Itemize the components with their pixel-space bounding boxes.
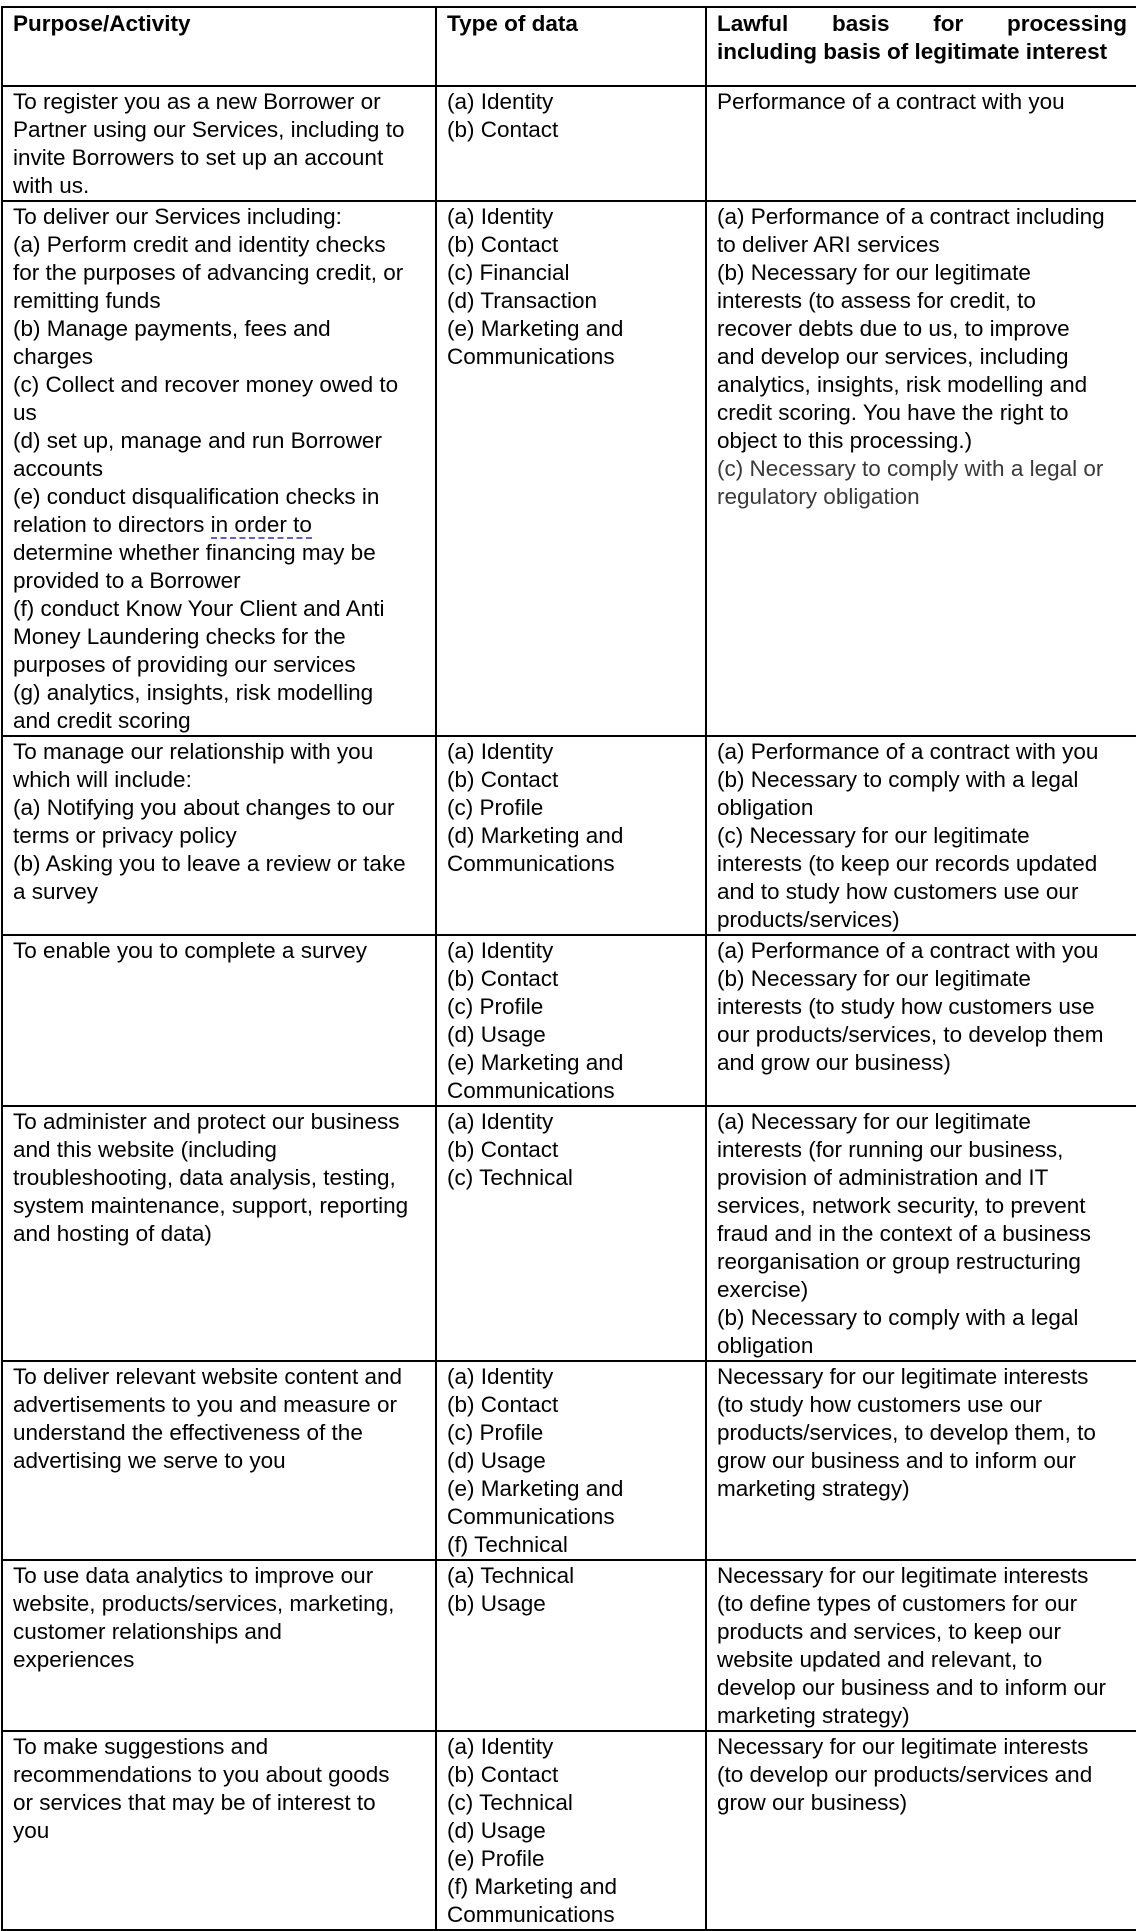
cell-line: Performance of a contract with you [717, 89, 1065, 114]
cell-line: (b) Contact [447, 1137, 559, 1162]
lawful-basis-cell [706, 736, 1136, 935]
cell-line: (c) Necessary for our legitimate [717, 823, 1030, 848]
cell-line: (b) Necessary for our legitimate [717, 966, 1031, 991]
cell-line: (d) set up, manage and run Borrower [13, 428, 382, 453]
cell-line: and this website (including [13, 1137, 277, 1162]
cell-line: To make suggestions and [13, 1734, 269, 1759]
type-of-data-cell [436, 1106, 706, 1361]
cell-line: marketing strategy) [717, 1476, 910, 1501]
header-type-of-data: Type of data [436, 7, 706, 86]
cell-line: and to study how customers use our [717, 879, 1079, 904]
lawful-basis-cell [706, 1361, 1136, 1560]
cell-line: (a) Identity [447, 1734, 554, 1759]
purpose-cell [2, 1106, 436, 1361]
type-of-data-cell [436, 736, 706, 935]
table-row [2, 1560, 1136, 1731]
cell-line: with us. [13, 173, 90, 198]
cell-line: (d) Usage [447, 1818, 546, 1843]
header-row [2, 7, 1136, 86]
cell-line: (a) Identity [447, 1109, 554, 1134]
cell-line: (e) Profile [447, 1846, 545, 1871]
cell-line: (f) Marketing and [447, 1874, 618, 1899]
lawful-basis-cell [706, 935, 1136, 1106]
cell-line: interests (to keep our records updated [717, 851, 1098, 876]
cell-line: (a) Identity [447, 739, 554, 764]
cell-line: To manage our relationship with you [13, 739, 374, 764]
cell-line: products/services) [717, 907, 900, 932]
cell-line: (g) analytics, insights, risk modelling [13, 680, 374, 705]
cell-line: (a) Performance of a contract with you [717, 938, 1099, 963]
cell-line: you [13, 1818, 50, 1843]
cell-line: remitting funds [13, 288, 161, 313]
cell-line: obligation [717, 1333, 814, 1358]
cell-line: (f) Technical [447, 1532, 568, 1557]
cell-line: interests (to study how customers use [717, 994, 1095, 1019]
header-purpose: Purpose/Activity [2, 7, 436, 86]
cell-line: To administer and protect our business [13, 1109, 400, 1134]
cell-line: (b) Necessary to comply with a legal [717, 767, 1079, 792]
cell-line: (b) Necessary for our legitimate [717, 260, 1031, 285]
cell-line: reorganisation or group restructuring [717, 1249, 1081, 1274]
cell-line: accounts [13, 456, 104, 481]
cell-line: (c) Profile [447, 795, 544, 820]
type-of-data-cell [436, 86, 706, 201]
cell-line: Communications [447, 1504, 615, 1529]
purpose-cell [2, 86, 436, 201]
cell-line: and grow our business) [717, 1050, 951, 1075]
cell-line: (a) Technical [447, 1563, 575, 1588]
cell-line: which will include: [13, 767, 192, 792]
purpose-cell [2, 736, 436, 935]
purpose-cell [2, 935, 436, 1106]
cell-line: To enable you to complete a survey [13, 938, 367, 963]
header-lawful-basis-line1: Lawful basis for processing [717, 11, 1127, 36]
cell-line: (e) Marketing and [447, 316, 624, 341]
cell-line: determine whether financing may be [13, 540, 376, 565]
table-row [2, 935, 1136, 1106]
table-row [2, 1106, 1136, 1361]
cell-line: exercise) [717, 1277, 809, 1302]
cell-line: To register you as a new Borrower or [13, 89, 381, 114]
table-body [2, 86, 1136, 1930]
cell-line: advertisements to you and measure or [13, 1392, 397, 1417]
cell-line: (b) Contact [447, 966, 559, 991]
cell-line: credit scoring. You have the right to [717, 400, 1069, 425]
cell-line: (d) Transaction [447, 288, 598, 313]
cell-line: recommendations to you about goods [13, 1762, 390, 1787]
cell-line: (b) Contact [447, 232, 559, 257]
cell-line: website updated and relevant, to [717, 1647, 1043, 1672]
header-lawful-basis [706, 7, 1136, 86]
type-of-data-cell [436, 1731, 706, 1930]
cell-line: Communications [447, 344, 615, 369]
type-of-data-cell [436, 935, 706, 1106]
cell-line: (c) Collect and recover money owed to [13, 372, 399, 397]
lawful-basis-cell [706, 86, 1136, 201]
cell-line: (d) Marketing and [447, 823, 624, 848]
cell-line: (c) Technical [447, 1165, 573, 1190]
cell-line: terms or privacy policy [13, 823, 237, 848]
purpose-cell [2, 1731, 436, 1930]
cell-line: advertising we serve to you [13, 1448, 286, 1473]
cell-line: us [13, 400, 37, 425]
cell-line: (c) Profile [447, 994, 544, 1019]
cell-line: regulatory obligation [717, 484, 920, 509]
cell-line: purposes of providing our services [13, 652, 356, 677]
cell-line: (to develop our products/services and [717, 1762, 1093, 1787]
lawful-basis-cell [706, 201, 1136, 736]
table-row [2, 1731, 1136, 1930]
cell-line: Money Laundering checks for the [13, 624, 346, 649]
cell-line: interests (for running our business, [717, 1137, 1064, 1162]
cell-line: (c) Financial [447, 260, 570, 285]
purpose-cell [2, 201, 436, 736]
cell-line: (c) Technical [447, 1790, 573, 1815]
cell-line: relation to directors in order to [13, 512, 312, 537]
cell-line: experiences [13, 1647, 135, 1672]
cell-line: To use data analytics to improve our [13, 1563, 374, 1588]
cell-line: (e) Marketing and [447, 1476, 624, 1501]
cell-line: (b) Usage [447, 1591, 546, 1616]
cell-line: provided to a Borrower [13, 568, 241, 593]
cell-line: (b) Contact [447, 1762, 559, 1787]
cell-line: (to define types of customers for our [717, 1591, 1078, 1616]
lawful-basis-cell [706, 1560, 1136, 1731]
cell-line: a survey [13, 879, 99, 904]
cell-line: troubleshooting, data analysis, testing, [13, 1165, 396, 1190]
cell-line: (e) Marketing and [447, 1050, 624, 1075]
table-row [2, 1361, 1136, 1560]
cell-line: and hosting of data) [13, 1221, 212, 1246]
cell-line: analytics, insights, risk modelling and [717, 372, 1088, 397]
cell-line: (e) conduct disqualification checks in [13, 484, 380, 509]
cell-line: or services that may be of interest to [13, 1790, 376, 1815]
cell-line: (f) conduct Know Your Client and Anti [13, 596, 385, 621]
cell-line: Necessary for our legitimate interests [717, 1364, 1089, 1389]
cell-line: products/services, to develop them, to [717, 1420, 1096, 1445]
cell-line: and develop our services, including [717, 344, 1069, 369]
cell-line: provision of administration and IT [717, 1165, 1049, 1190]
cell-line: (b) Contact [447, 1392, 559, 1417]
type-of-data-cell [436, 1361, 706, 1560]
cell-line: website, products/services, marketing, [13, 1591, 395, 1616]
cell-line: Partner using our Services, including to [13, 117, 405, 142]
cell-line: object to this processing.) [717, 428, 973, 453]
type-of-data-cell [436, 201, 706, 736]
cell-line: (b) Manage payments, fees and [13, 316, 331, 341]
cell-line: (b) Contact [447, 117, 559, 142]
cell-line: system maintenance, support, reporting [13, 1193, 409, 1218]
purpose-cell [2, 1560, 436, 1731]
cell-line: recover debts due to us, to improve [717, 316, 1070, 341]
cell-line: charges [13, 344, 94, 369]
cell-line: (c) Profile [447, 1420, 544, 1445]
cell-line: customer relationships and [13, 1619, 282, 1644]
cell-line: for the purposes of advancing credit, or [13, 260, 404, 285]
cell-line: To deliver relevant website content and [13, 1364, 402, 1389]
cell-line: (a) Identity [447, 1364, 554, 1389]
cell-line: (a) Performance of a contract with you [717, 739, 1099, 764]
spellcheck-underline: in order to [210, 512, 312, 537]
cell-line: (a) Necessary for our legitimate [717, 1109, 1031, 1134]
cell-line: Communications [447, 1902, 615, 1927]
lawful-basis-table [1, 6, 1136, 1931]
cell-line: (b) Asking you to leave a review or take [13, 851, 406, 876]
cell-line: our products/services, to develop them [717, 1022, 1104, 1047]
cell-line: (b) Contact [447, 767, 559, 792]
type-of-data-cell [436, 1560, 706, 1731]
lawful-basis-cell [706, 1106, 1136, 1361]
purpose-cell [2, 1361, 436, 1560]
cell-line: interests (to assess for credit, to [717, 288, 1036, 313]
header-lawful-basis-line2: including basis of legitimate interest [717, 39, 1108, 64]
cell-line: Communications [447, 851, 615, 876]
cell-line: Necessary for our legitimate interests [717, 1563, 1089, 1588]
cell-line: obligation [717, 795, 814, 820]
cell-line: (d) Usage [447, 1022, 546, 1047]
table-row [2, 201, 1136, 736]
cell-line: develop our business and to inform our [717, 1675, 1106, 1700]
cell-line: fraud and in the context of a business [717, 1221, 1091, 1246]
cell-line: Communications [447, 1078, 615, 1103]
cell-line: grow our business and to inform our [717, 1448, 1076, 1473]
cell-line: (c) Necessary to comply with a legal or [717, 456, 1104, 481]
cell-line: invite Borrowers to set up an account [13, 145, 384, 170]
cell-line: (b) Necessary to comply with a legal [717, 1305, 1079, 1330]
cell-line: (a) Performance of a contract including [717, 204, 1105, 229]
cell-line: (a) Identity [447, 89, 554, 114]
cell-line: (d) Usage [447, 1448, 546, 1473]
cell-line: marketing strategy) [717, 1703, 910, 1728]
lawful-basis-cell [706, 1731, 1136, 1930]
cell-line: (a) Identity [447, 938, 554, 963]
cell-line: understand the effectiveness of the [13, 1420, 363, 1445]
cell-line: To deliver our Services including: [13, 204, 342, 229]
cell-line: (to study how customers use our [717, 1392, 1043, 1417]
cell-line: (a) Notifying you about changes to our [13, 795, 395, 820]
cell-line: products and services, to keep our [717, 1619, 1061, 1644]
cell-line: (a) Perform credit and identity checks [13, 232, 386, 257]
table-row [2, 86, 1136, 201]
cell-line: to deliver ARI services [717, 232, 940, 257]
table-row [2, 736, 1136, 935]
cell-line: grow our business) [717, 1790, 908, 1815]
cell-line: Necessary for our legitimate interests [717, 1734, 1089, 1759]
cell-line: services, network security, to prevent [717, 1193, 1086, 1218]
cell-line: and credit scoring [13, 708, 191, 733]
cell-line: (a) Identity [447, 204, 554, 229]
